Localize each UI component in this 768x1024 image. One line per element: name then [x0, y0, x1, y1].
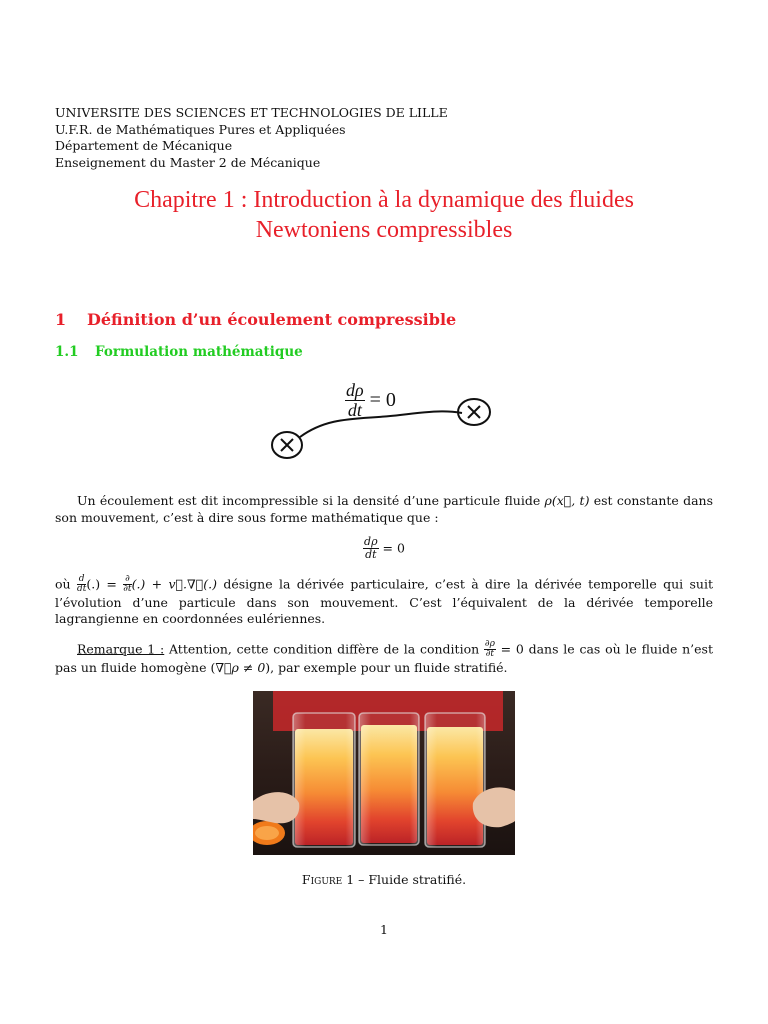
chapter-title [0, 185, 768, 245]
figure-stratified-photo [253, 691, 515, 855]
eq1-numerator: dρ [364, 535, 378, 548]
sketch-eq-numerator: dρ [346, 380, 364, 400]
chapter-title-line1: Chapitre 1 : Introduction à la dynamique des fluides [134, 187, 634, 213]
header-course: Enseignement du Master 2 de Mécanique [55, 154, 321, 170]
figure-caption [0, 872, 768, 887]
subsection-number: 1.1 [55, 344, 79, 360]
glass-left [293, 713, 355, 847]
header-university: UNIVERSITE DES SCIENCES ET TECHNOLOGIES DE LILLE [55, 105, 448, 120]
section-label: Définition d’un écoulement compressible [87, 310, 457, 329]
trajectory-sketch [0, 375, 768, 475]
stratified-glasses-illustration [253, 691, 515, 855]
particle-start-cross [281, 439, 293, 451]
sketch-eq-rhs: = 0 [369, 388, 396, 411]
trajectory-svg [0, 375, 768, 475]
remark-label: Remarque 1 : [77, 641, 165, 657]
glass-middle [359, 713, 419, 845]
left-hand [253, 792, 299, 823]
figure-label: Figure 1 [301, 872, 355, 887]
rho-expression: ρ(x⃗, t) [544, 493, 590, 508]
sketch-eq-denominator: dt [347, 399, 362, 420]
glass-right [425, 713, 485, 847]
equation-incompressible [0, 536, 768, 560]
eq1-rhs: = 0 [378, 540, 405, 556]
section-number: 1 [55, 310, 67, 329]
subsection-label: Formulation mathématique [95, 344, 303, 360]
figure-caption-text: – Fluide stratifié. [354, 872, 467, 887]
page-number: 1 [380, 922, 388, 937]
header-block [55, 105, 448, 171]
trajectory-curve [300, 411, 462, 437]
eq1-denominator: dt [365, 547, 377, 561]
orange-half-inner [255, 826, 279, 840]
section-heading [55, 310, 456, 329]
header-ufr: U.F.R. de Mathématiques Pures et Appliquées [55, 121, 346, 137]
subsection-heading [55, 344, 303, 360]
header-department: Département de Mécanique [55, 138, 233, 153]
paragraph-material-derivative: où $\frac{d}{dt}$ (.) = $\frac{\partial}{\partial t}$ (.) + v⃗.∇⃗(.) désigne la dérivée particulaire, c’est à dire la dérivée temporelle qui suit l’évolution d’une particule dans son mouvement. C’est l’équivalent de la dérivée temporelle lagrangienne en coordonnées eulériennes. [55, 574, 713, 627]
paragraph-remark: Remarque 1 : Attention, cette condition diffère de la condition $\frac{\partial\rho}{\partial t}$ = 0 dans le cas où le fluide n’est pas un fluide homogène (∇⃗ρ ≠ 0), par exemple pour un fluide stratifié. [55, 639, 713, 675]
paragraph-incompressible: Un écoulement est dit incompressible si la densité d’une particule fluide ρ(x⃗, t) est constante dans son mouvement, c’est à dire sous forme mathématique que : [55, 493, 713, 525]
particle-end-cross [468, 406, 480, 418]
chapter-title-line2: Newtoniens compressibles [255, 217, 513, 243]
